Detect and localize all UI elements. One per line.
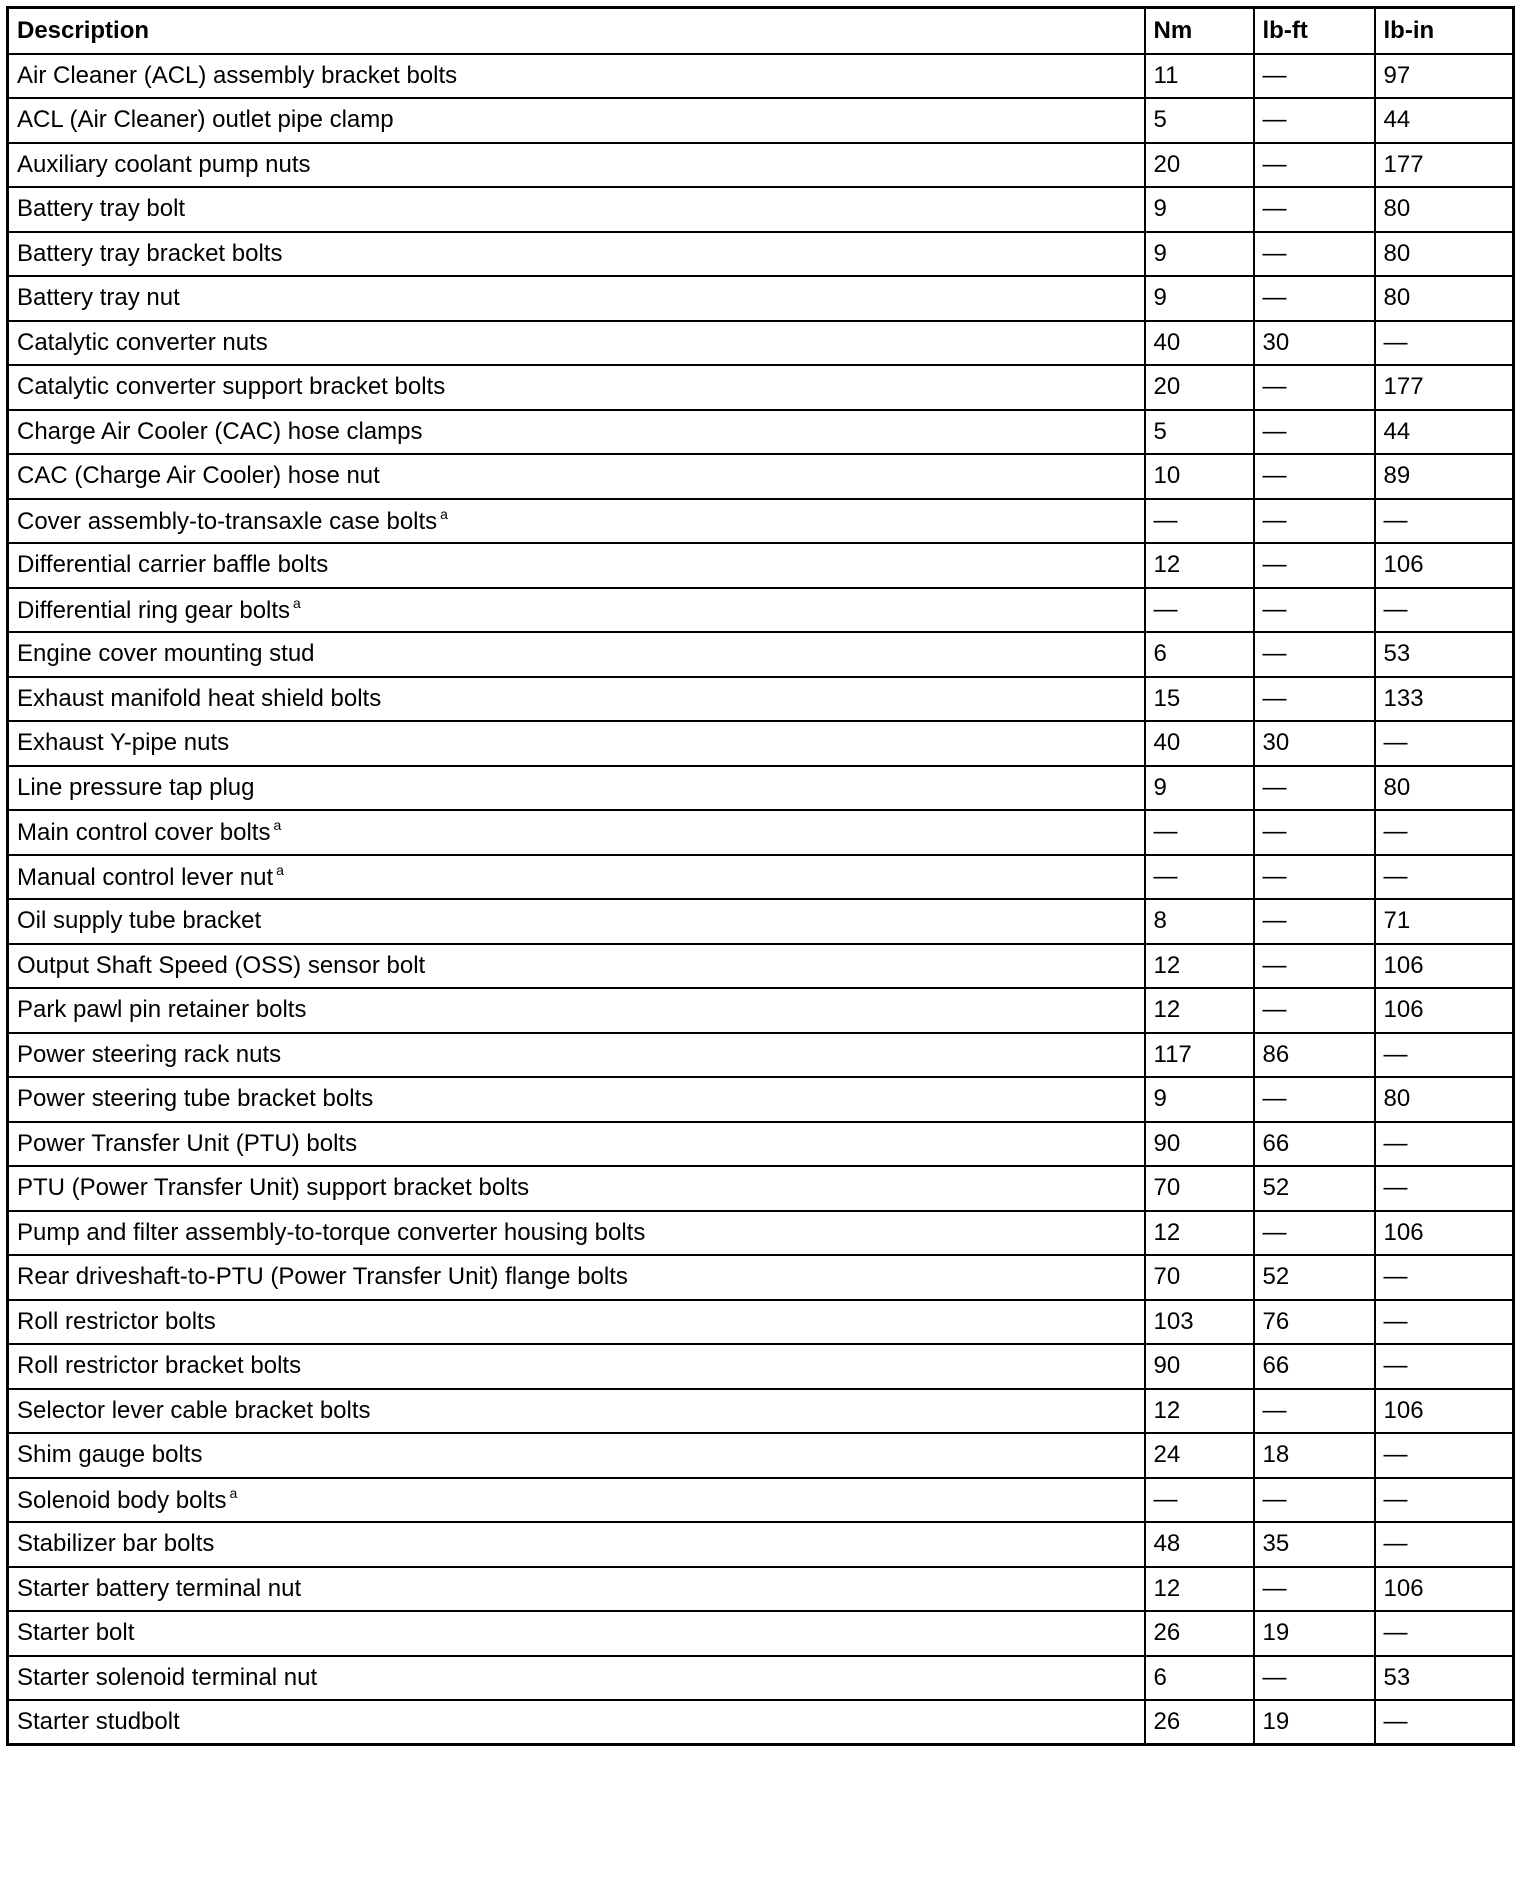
description-text: Charge Air Cooler (CAC) hose clamps xyxy=(17,417,423,445)
table-row xyxy=(8,1656,1514,1701)
cell-nm: 70 xyxy=(1145,1166,1254,1211)
table-row xyxy=(8,321,1514,366)
table-row xyxy=(8,632,1514,677)
cell-nm: 5 xyxy=(1145,410,1254,455)
cell-nm: 11 xyxy=(1145,54,1254,99)
cell-nm: — xyxy=(1145,499,1254,544)
cell-description xyxy=(8,54,1145,99)
cell-lbft: — xyxy=(1254,632,1375,677)
footnote-marker: a xyxy=(273,817,282,834)
cell-description xyxy=(8,855,1145,900)
cell-lbft: 76 xyxy=(1254,1300,1375,1345)
cell-nm: 40 xyxy=(1145,321,1254,366)
cell-lbin: 53 xyxy=(1375,1656,1514,1701)
cell-lbft: — xyxy=(1254,187,1375,232)
header-row xyxy=(8,8,1514,54)
description-text: Stabilizer bar bolts xyxy=(17,1530,215,1558)
cell-lbin: 80 xyxy=(1375,766,1514,811)
description-text: Selector lever cable bracket bolts xyxy=(17,1396,371,1424)
cell-lbin: 106 xyxy=(1375,1567,1514,1612)
cell-description xyxy=(8,143,1145,188)
cell-nm: 9 xyxy=(1145,1077,1254,1122)
cell-lbft: — xyxy=(1254,944,1375,989)
footnote-marker: a xyxy=(229,1484,238,1501)
cell-description xyxy=(8,1567,1145,1612)
description-text: Starter battery terminal nut xyxy=(17,1574,302,1602)
table-row xyxy=(8,276,1514,321)
cell-description xyxy=(8,1389,1145,1434)
cell-lbft: 19 xyxy=(1254,1611,1375,1656)
description-text: Catalytic converter support bracket bolts xyxy=(17,373,446,401)
description-text: Main control cover bolts xyxy=(17,819,271,847)
cell-nm: 26 xyxy=(1145,1700,1254,1745)
table-row xyxy=(8,98,1514,143)
description-text: CAC (Charge Air Cooler) hose nut xyxy=(17,462,380,490)
cell-lbin: 80 xyxy=(1375,232,1514,277)
cell-lbin: 44 xyxy=(1375,98,1514,143)
cell-nm: 12 xyxy=(1145,543,1254,588)
cell-lbin: 44 xyxy=(1375,410,1514,455)
description-text: Differential ring gear bolts xyxy=(17,596,291,624)
description-text: Roll restrictor bolts xyxy=(17,1307,216,1335)
cell-description xyxy=(8,766,1145,811)
table-row xyxy=(8,988,1514,1033)
cell-lbin: — xyxy=(1375,1522,1514,1567)
cell-nm: 5 xyxy=(1145,98,1254,143)
table-row xyxy=(8,588,1514,633)
table-row xyxy=(8,810,1514,855)
cell-lbin: — xyxy=(1375,1122,1514,1167)
cell-description xyxy=(8,321,1145,366)
cell-description xyxy=(8,98,1145,143)
cell-lbft: 52 xyxy=(1254,1166,1375,1211)
description-text: Rear driveshaft-to-PTU (Power Transfer Unit) flange bolts xyxy=(17,1263,628,1291)
footnote-marker: a xyxy=(293,594,301,611)
cell-lbin: 80 xyxy=(1375,187,1514,232)
table-row xyxy=(8,1300,1514,1345)
cell-description xyxy=(8,187,1145,232)
cell-nm: 15 xyxy=(1145,677,1254,722)
table-row xyxy=(8,410,1514,455)
cell-nm: 26 xyxy=(1145,1611,1254,1656)
cell-description xyxy=(8,1122,1145,1167)
cell-description xyxy=(8,677,1145,722)
cell-lbft: — xyxy=(1254,543,1375,588)
description-text: Roll restrictor bracket bolts xyxy=(17,1352,302,1380)
cell-lbft: — xyxy=(1254,855,1375,900)
table-row xyxy=(8,1077,1514,1122)
cell-lbft: 52 xyxy=(1254,1255,1375,1300)
cell-lbin: 106 xyxy=(1375,543,1514,588)
cell-lbin: — xyxy=(1375,1433,1514,1478)
cell-nm: 117 xyxy=(1145,1033,1254,1078)
cell-nm: 6 xyxy=(1145,632,1254,677)
cell-description xyxy=(8,276,1145,321)
cell-lbft: — xyxy=(1254,454,1375,499)
cell-nm: 20 xyxy=(1145,143,1254,188)
cell-description xyxy=(8,1611,1145,1656)
description-text: Power Transfer Unit (PTU) bolts xyxy=(17,1129,358,1157)
cell-description xyxy=(8,1255,1145,1300)
cell-lbft: 86 xyxy=(1254,1033,1375,1078)
cell-nm: — xyxy=(1145,588,1254,633)
description-text: Cover assembly-to-transaxle case bolts xyxy=(17,507,438,535)
torque-spec-table xyxy=(6,6,1515,1746)
table-row xyxy=(8,1700,1514,1745)
cell-lbft: — xyxy=(1254,1211,1375,1256)
table-row xyxy=(8,1344,1514,1389)
cell-lbin: — xyxy=(1375,855,1514,900)
table-row xyxy=(8,1255,1514,1300)
cell-nm: 9 xyxy=(1145,276,1254,321)
cell-lbft: — xyxy=(1254,677,1375,722)
table-row xyxy=(8,499,1514,544)
description-text: PTU (Power Transfer Unit) support bracket bolts xyxy=(17,1174,530,1202)
table-row xyxy=(8,1166,1514,1211)
table-row xyxy=(8,1478,1514,1523)
cell-nm: 8 xyxy=(1145,899,1254,944)
table-row xyxy=(8,1567,1514,1612)
description-text: Park pawl pin retainer bolts xyxy=(17,996,307,1024)
cell-description xyxy=(8,232,1145,277)
cell-description xyxy=(8,1656,1145,1701)
cell-lbft: 35 xyxy=(1254,1522,1375,1567)
cell-description xyxy=(8,1166,1145,1211)
table-row xyxy=(8,1389,1514,1434)
description-text: Battery tray bolt xyxy=(17,195,186,223)
cell-lbft: 66 xyxy=(1254,1344,1375,1389)
description-text: Battery tray nut xyxy=(17,284,180,312)
cell-lbin: 133 xyxy=(1375,677,1514,722)
description-text: Pump and filter assembly-to-torque converter housing bolts xyxy=(17,1218,646,1246)
description-text: Auxiliary coolant pump nuts xyxy=(17,150,311,178)
cell-description xyxy=(8,410,1145,455)
cell-lbft: — xyxy=(1254,499,1375,544)
table-row xyxy=(8,766,1514,811)
description-text: Differential carrier baffle bolts xyxy=(17,551,329,579)
cell-nm: 70 xyxy=(1145,1255,1254,1300)
cell-lbin: 89 xyxy=(1375,454,1514,499)
cell-nm: — xyxy=(1145,810,1254,855)
cell-lbft: — xyxy=(1254,365,1375,410)
table-row xyxy=(8,721,1514,766)
cell-lbin: — xyxy=(1375,1344,1514,1389)
cell-lbin: 97 xyxy=(1375,54,1514,99)
description-text: Starter bolt xyxy=(17,1619,135,1647)
table-row xyxy=(8,54,1514,99)
footnote-marker: a xyxy=(440,505,448,522)
description-text: Power steering tube bracket bolts xyxy=(17,1085,374,1113)
cell-lbft: — xyxy=(1254,276,1375,321)
cell-lbft: — xyxy=(1254,1389,1375,1434)
description-text: Exhaust Y-pipe nuts xyxy=(17,729,230,757)
table-row xyxy=(8,187,1514,232)
description-text: Exhaust manifold heat shield bolts xyxy=(17,684,382,712)
cell-description xyxy=(8,1077,1145,1122)
table-row xyxy=(8,1033,1514,1078)
cell-lbft: 66 xyxy=(1254,1122,1375,1167)
cell-nm: 90 xyxy=(1145,1344,1254,1389)
description-text: ACL (Air Cleaner) outlet pipe clamp xyxy=(17,106,394,134)
cell-nm: 9 xyxy=(1145,187,1254,232)
table-row xyxy=(8,899,1514,944)
cell-lbft: — xyxy=(1254,1656,1375,1701)
cell-lbft: — xyxy=(1254,54,1375,99)
cell-lbft: 19 xyxy=(1254,1700,1375,1745)
cell-lbft: — xyxy=(1254,766,1375,811)
description-text: Output Shaft Speed (OSS) sensor bolt xyxy=(17,951,426,979)
description-text: Catalytic converter nuts xyxy=(17,328,268,356)
cell-nm: 10 xyxy=(1145,454,1254,499)
column-header-description: Description xyxy=(8,8,1145,54)
cell-description xyxy=(8,721,1145,766)
cell-lbft: — xyxy=(1254,98,1375,143)
cell-description xyxy=(8,1700,1145,1745)
cell-lbin: 106 xyxy=(1375,1389,1514,1434)
cell-lbft: — xyxy=(1254,588,1375,633)
cell-lbft: 30 xyxy=(1254,321,1375,366)
table-row xyxy=(8,1211,1514,1256)
cell-description xyxy=(8,899,1145,944)
cell-nm: 12 xyxy=(1145,988,1254,1033)
cell-nm: 48 xyxy=(1145,1522,1254,1567)
cell-lbft: — xyxy=(1254,143,1375,188)
column-header-lbin: lb-in xyxy=(1375,8,1514,54)
column-header-nm: Nm xyxy=(1145,8,1254,54)
cell-lbin: — xyxy=(1375,721,1514,766)
cell-nm: 40 xyxy=(1145,721,1254,766)
cell-lbin: 106 xyxy=(1375,944,1514,989)
table-header xyxy=(8,8,1514,54)
description-text: Power steering rack nuts xyxy=(17,1040,282,1068)
cell-description xyxy=(8,1478,1145,1523)
cell-lbin: 106 xyxy=(1375,1211,1514,1256)
footnote-marker: a xyxy=(276,861,284,878)
cell-lbin: — xyxy=(1375,1611,1514,1656)
cell-nm: 9 xyxy=(1145,232,1254,277)
description-text: Battery tray bracket bolts xyxy=(17,239,283,267)
cell-lbft: — xyxy=(1254,1478,1375,1523)
cell-lbin: 177 xyxy=(1375,143,1514,188)
description-text: Manual control lever nut xyxy=(17,863,274,891)
table-row xyxy=(8,1611,1514,1656)
table-row xyxy=(8,855,1514,900)
cell-description xyxy=(8,1033,1145,1078)
table-row xyxy=(8,1122,1514,1167)
description-text: Solenoid body bolts xyxy=(17,1486,227,1514)
cell-lbft: — xyxy=(1254,1567,1375,1612)
cell-description xyxy=(8,1344,1145,1389)
cell-lbin: 106 xyxy=(1375,988,1514,1033)
cell-nm: 103 xyxy=(1145,1300,1254,1345)
cell-lbin: 80 xyxy=(1375,276,1514,321)
table-row xyxy=(8,944,1514,989)
cell-lbin: 177 xyxy=(1375,365,1514,410)
table-row xyxy=(8,454,1514,499)
cell-lbin: — xyxy=(1375,1166,1514,1211)
cell-lbft: — xyxy=(1254,899,1375,944)
cell-lbin: — xyxy=(1375,1300,1514,1345)
description-text: Line pressure tap plug xyxy=(17,773,255,801)
table-row xyxy=(8,677,1514,722)
description-text: Starter studbolt xyxy=(17,1708,180,1735)
cell-nm: 90 xyxy=(1145,1122,1254,1167)
cell-lbin: 71 xyxy=(1375,899,1514,944)
cell-lbin: 80 xyxy=(1375,1077,1514,1122)
cell-description xyxy=(8,499,1145,544)
description-text: Engine cover mounting stud xyxy=(17,640,315,668)
cell-lbft: — xyxy=(1254,410,1375,455)
cell-lbin: — xyxy=(1375,499,1514,544)
description-text: Air Cleaner (ACL) assembly bracket bolts xyxy=(17,61,458,89)
cell-lbin: — xyxy=(1375,321,1514,366)
cell-description xyxy=(8,454,1145,499)
cell-lbin: — xyxy=(1375,588,1514,633)
cell-description xyxy=(8,1211,1145,1256)
cell-nm: 12 xyxy=(1145,1389,1254,1434)
cell-nm: 6 xyxy=(1145,1656,1254,1701)
cell-lbin: — xyxy=(1375,1033,1514,1078)
table-row xyxy=(8,143,1514,188)
description-text: Oil supply tube bracket xyxy=(17,907,262,935)
cell-description xyxy=(8,944,1145,989)
cell-description xyxy=(8,632,1145,677)
cell-nm: 12 xyxy=(1145,944,1254,989)
table-body xyxy=(8,54,1514,1745)
cell-nm: — xyxy=(1145,855,1254,900)
cell-description xyxy=(8,365,1145,410)
cell-nm: 9 xyxy=(1145,766,1254,811)
cell-description xyxy=(8,810,1145,855)
cell-lbft: — xyxy=(1254,232,1375,277)
table-row xyxy=(8,365,1514,410)
cell-description xyxy=(8,1522,1145,1567)
cell-nm: 12 xyxy=(1145,1211,1254,1256)
table-row xyxy=(8,232,1514,277)
cell-description xyxy=(8,1433,1145,1478)
cell-lbin: — xyxy=(1375,1700,1514,1745)
cell-description xyxy=(8,543,1145,588)
description-text: Shim gauge bolts xyxy=(17,1441,203,1469)
cell-nm: 24 xyxy=(1145,1433,1254,1478)
cell-nm: 12 xyxy=(1145,1567,1254,1612)
cell-lbft: — xyxy=(1254,810,1375,855)
cell-description xyxy=(8,1300,1145,1345)
cell-lbin: 53 xyxy=(1375,632,1514,677)
cell-lbin: — xyxy=(1375,1255,1514,1300)
cell-lbin: — xyxy=(1375,1478,1514,1523)
cell-description xyxy=(8,588,1145,633)
table-row xyxy=(8,543,1514,588)
cell-lbft: — xyxy=(1254,1077,1375,1122)
table-row xyxy=(8,1522,1514,1567)
description-text: Starter solenoid terminal nut xyxy=(17,1663,318,1691)
cell-description xyxy=(8,988,1145,1033)
table-row xyxy=(8,1433,1514,1478)
cell-lbft: — xyxy=(1254,988,1375,1033)
cell-nm: — xyxy=(1145,1478,1254,1523)
cell-lbft: 18 xyxy=(1254,1433,1375,1478)
column-header-lbft: lb-ft xyxy=(1254,8,1375,54)
cell-nm: 20 xyxy=(1145,365,1254,410)
cell-lbin: — xyxy=(1375,810,1514,855)
cell-lbft: 30 xyxy=(1254,721,1375,766)
